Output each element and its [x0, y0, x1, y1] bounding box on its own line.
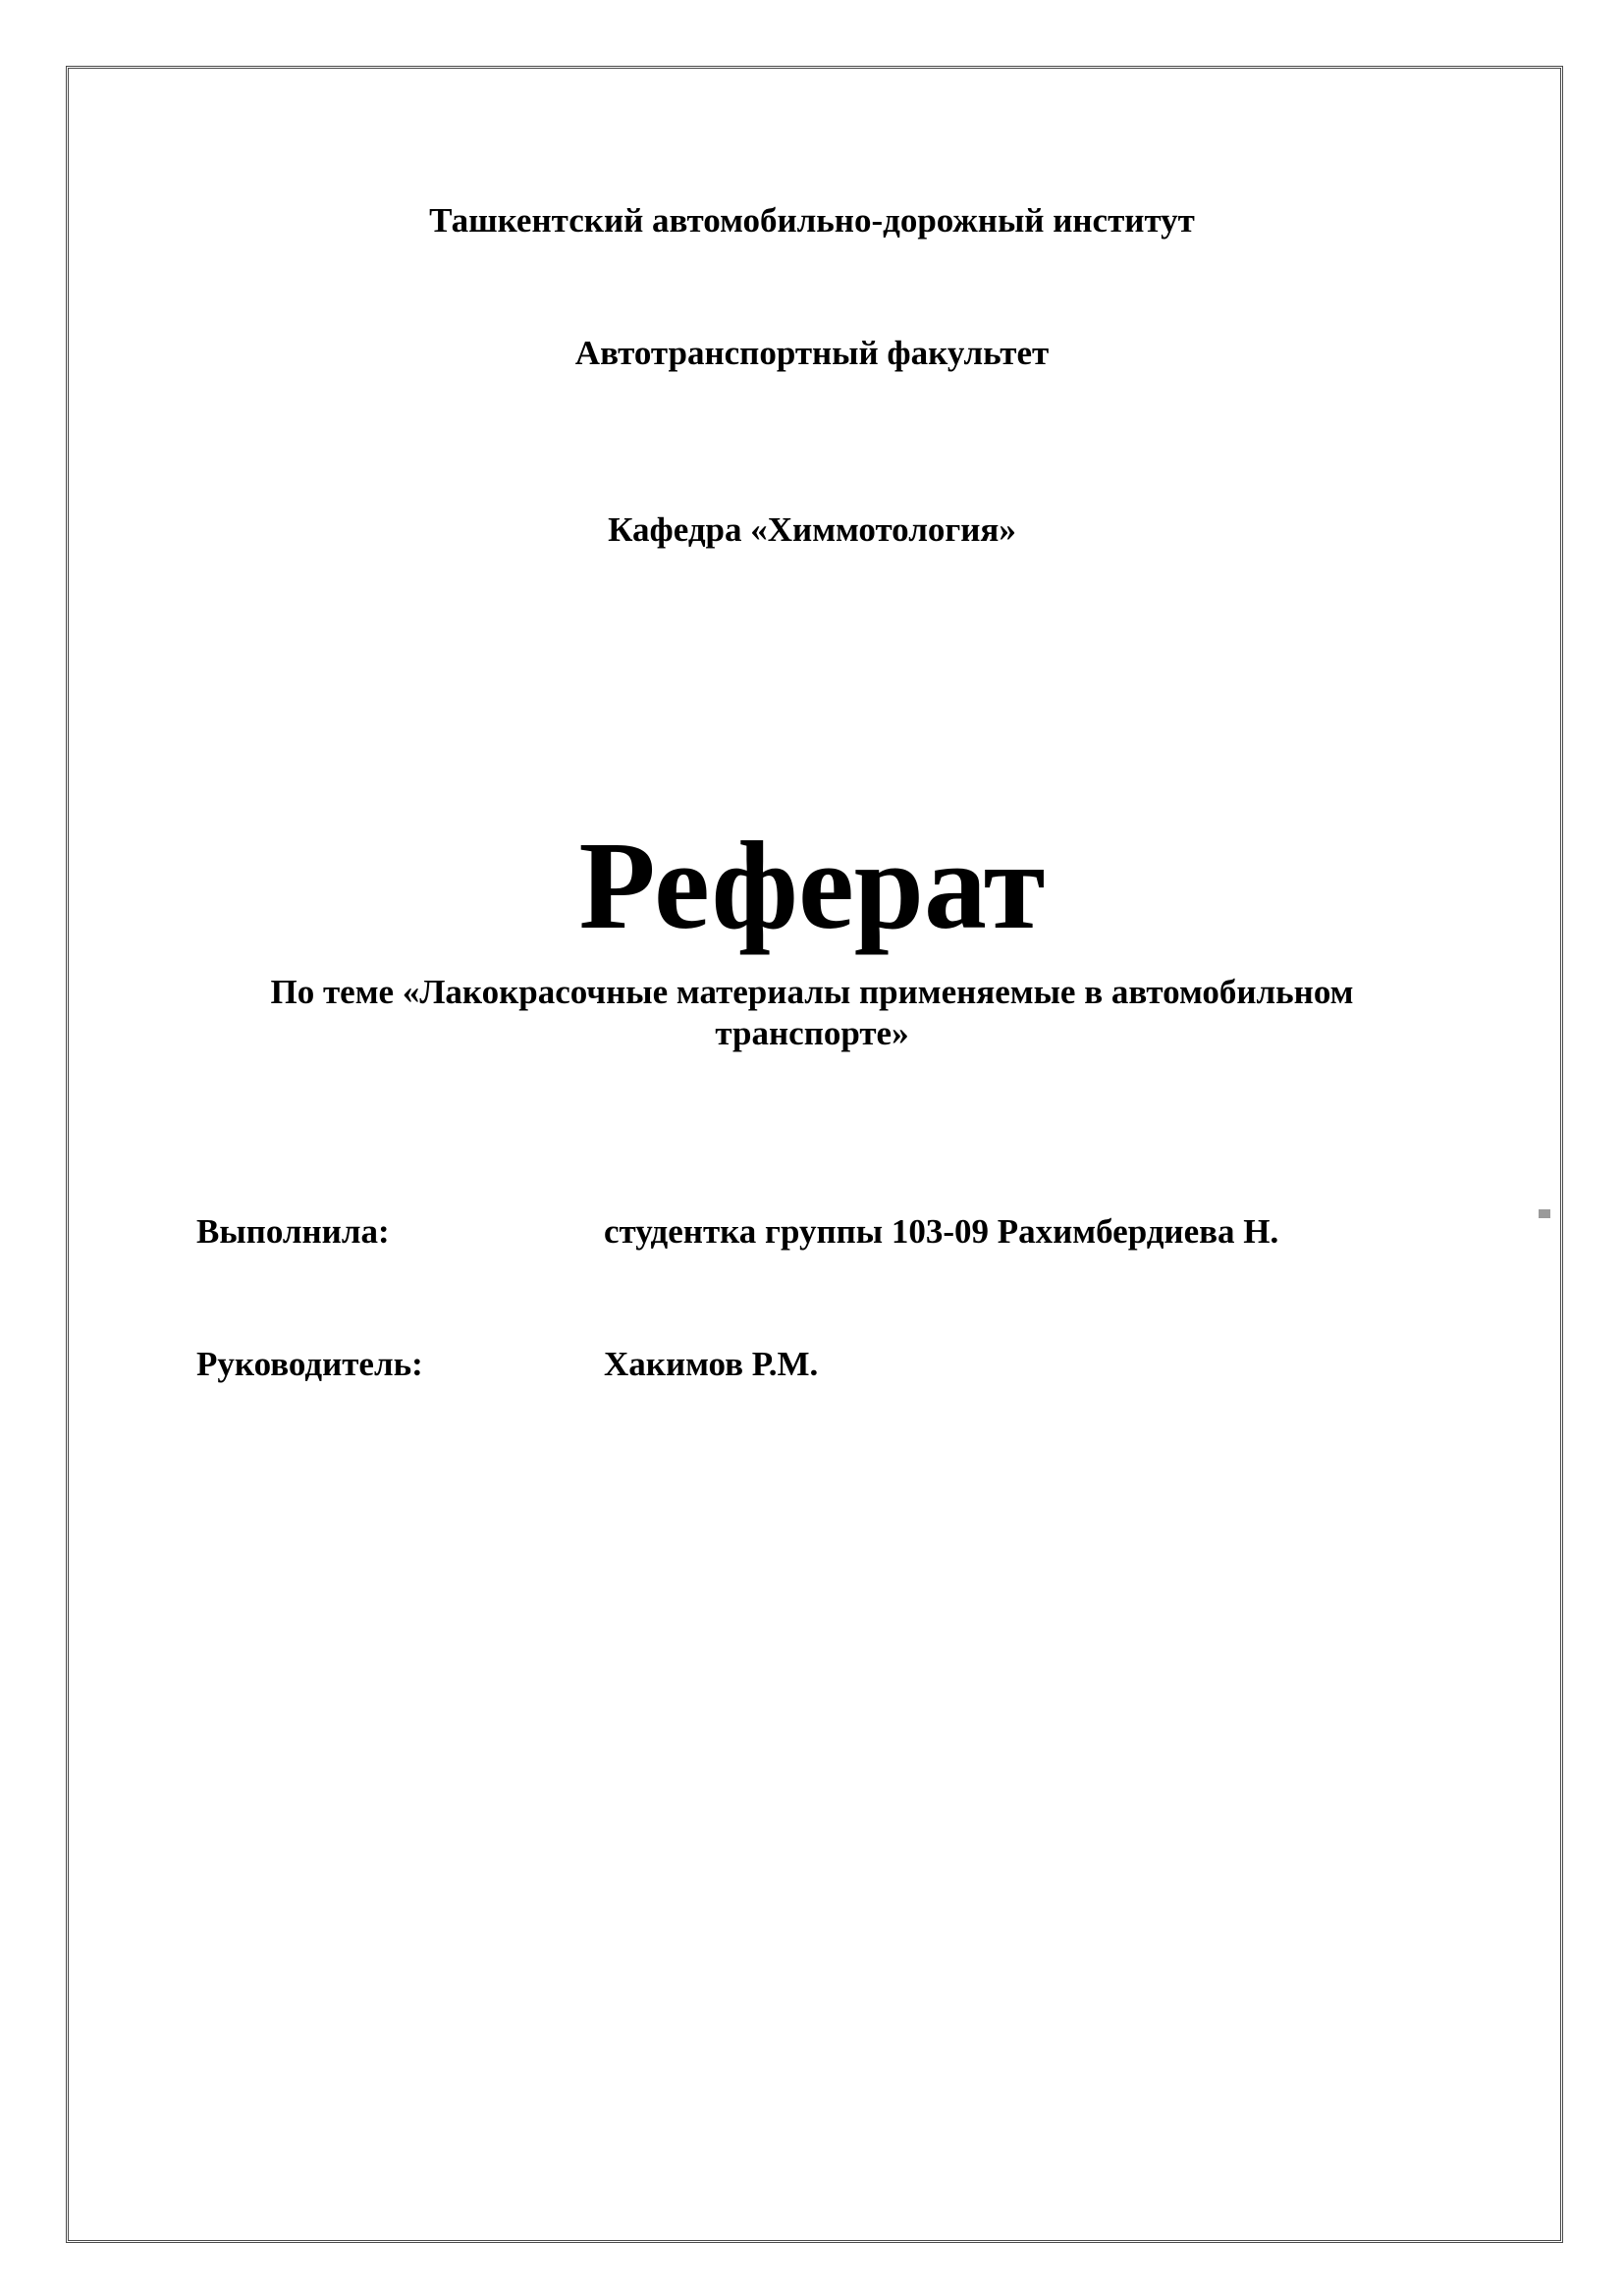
topic-text — [157, 972, 1467, 1054]
institute-name: Ташкентский автомобильно-дорожный институт — [429, 201, 1195, 240]
faculty-name: Автотранспортный факультет — [574, 334, 1050, 372]
margin-mark — [1539, 1209, 1550, 1218]
department-name: Кафедра «Химмотология» — [608, 510, 1016, 549]
supervisor-label: Руководитель: — [196, 1345, 423, 1383]
author-label: Выполнила: — [196, 1212, 390, 1251]
topic-line-1: По теме «Лакокрасочные материалы применяемые в автомобильном — [270, 973, 1354, 1011]
topic-line-2: транспорте» — [715, 1014, 909, 1052]
supervisor-value: Хакимов Р.М. — [604, 1345, 819, 1383]
author-value: студентка группы 103-09 Рахимбердиева Н. — [604, 1212, 1279, 1251]
document-title: Реферат — [578, 816, 1046, 955]
page-border — [66, 66, 1563, 2243]
